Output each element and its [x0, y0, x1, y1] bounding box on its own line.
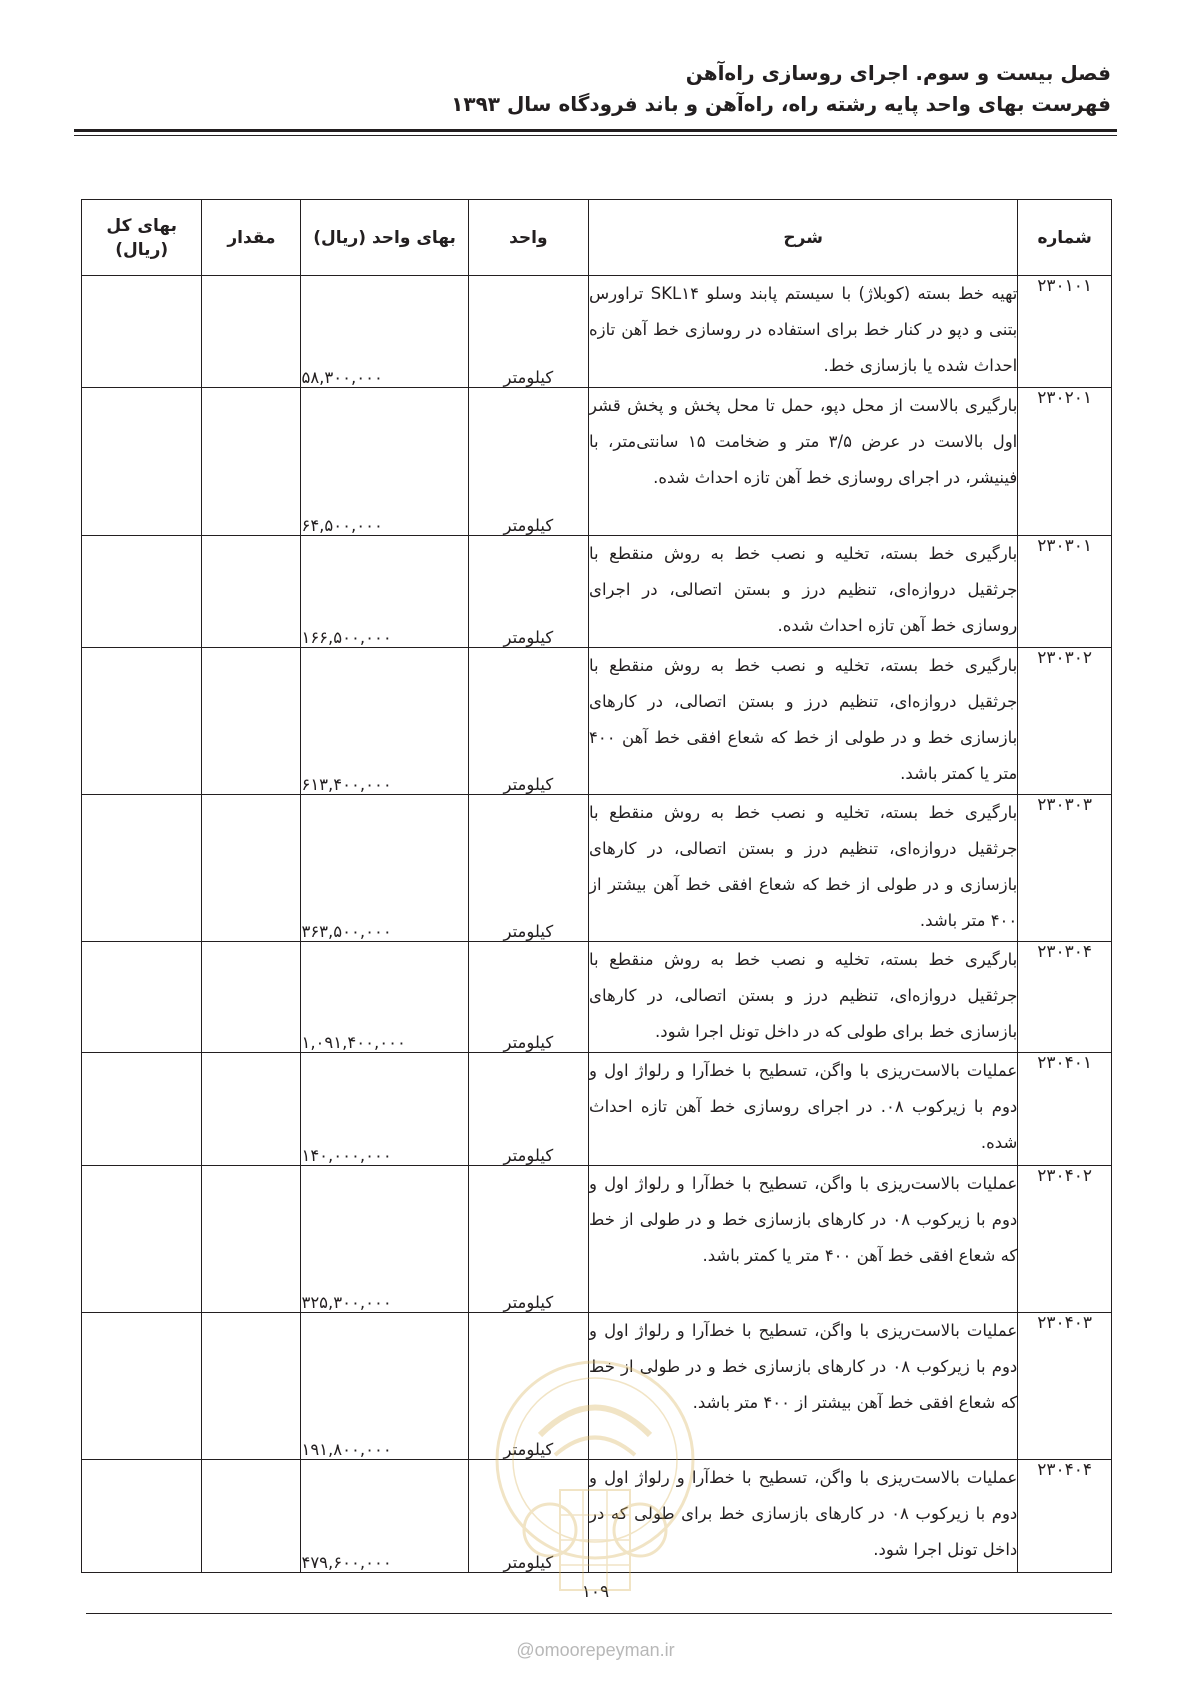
item-total-price: [82, 1053, 202, 1166]
item-total-price: [82, 648, 202, 795]
item-unit: کیلومتر: [468, 536, 588, 648]
item-code: ۲۳۰۳۰۱: [1018, 536, 1112, 648]
item-unit: کیلومتر: [468, 276, 588, 388]
item-code: ۲۳۰۴۰۳: [1018, 1313, 1112, 1460]
column-header-unit: واحد: [468, 200, 588, 276]
column-header-description: شرح: [589, 200, 1018, 276]
table-row: [82, 1313, 1112, 1460]
item-description: بارگیری خط بسته، تخلیه و نصب خط به روش منقطع با جرثقیل دروازه‌ای، تنظیم درز و بستن اتصالی، در کارهای بازسازی خط و در طولی از خط که شعاع افقی خط آهن ۴۰۰ متر یا کمتر باشد.: [589, 648, 1018, 795]
page-header: [80, 58, 1111, 120]
item-unit: کیلومتر: [468, 1053, 588, 1166]
item-description: عملیات بالاست‌ریزی با واگن، تسطیح با خط‌آرا و رلواژ اول و دوم با زیرکوب ۰۸ در کارهای بازسازی خط و در طولی از خط که شعاع افقی خط آهن ۴۰۰ متر یا کمتر باشد.: [589, 1166, 1018, 1313]
item-code: ۲۳۰۴۰۲: [1018, 1166, 1112, 1313]
item-total-price: [82, 1166, 202, 1313]
column-header-quantity: مقدار: [202, 200, 301, 276]
item-code: ۲۳۰۳۰۴: [1018, 942, 1112, 1053]
item-code: ۲۳۰۱۰۱: [1018, 276, 1112, 388]
item-description: بارگیری بالاست از محل دپو، حمل تا محل پخش و پخش قشر اول بالاست در عرض ۳/۵ متر و ضخامت ۱۵ سانتی‌متر، با فینیشر، در اجرای روسازی خط آهن تازه احداث شده.: [589, 388, 1018, 536]
item-total-price: [82, 942, 202, 1053]
item-unit-price: ۳۶۳,۵۰۰,۰۰۰: [301, 795, 468, 942]
item-total-price: [82, 1460, 202, 1573]
item-unit-price: ۱۶۶,۵۰۰,۰۰۰: [301, 536, 468, 648]
item-quantity: [202, 1053, 301, 1166]
table-row: [82, 1053, 1112, 1166]
item-unit-price: ۱۴۰,۰۰۰,۰۰۰: [301, 1053, 468, 1166]
item-description: تهیه خط بسته (کوبلاژ) با سیستم پابند وسلو SKL۱۴ تراورس بتنی و دپو در کنار خط برای استفاده در روسازی خط آهن تازه احداث شده یا بازسازی خط.: [589, 276, 1018, 388]
table-row: [82, 795, 1112, 942]
item-description: بارگیری خط بسته، تخلیه و نصب خط به روش منقطع با جرثقیل دروازه‌ای، تنظیم درز و بستن اتصالی، در کارهای بازسازی خط برای طولی که در داخل تونل اجرا شود.: [589, 942, 1018, 1053]
item-unit: کیلومتر: [468, 1460, 588, 1573]
document-title: فهرست بهای واحد پایه رشته راه، راه‌آهن و باند فرودگاه سال ۱۳۹۳: [451, 92, 1111, 116]
item-unit-price: ۴۷۹,۶۰۰,۰۰۰: [301, 1460, 468, 1573]
item-unit-price: ۶۱۳,۴۰۰,۰۰۰: [301, 648, 468, 795]
item-unit: کیلومتر: [468, 648, 588, 795]
item-total-price: [82, 276, 202, 388]
item-total-price: [82, 1313, 202, 1460]
item-unit-price: ۶۴,۵۰۰,۰۰۰: [301, 388, 468, 536]
column-header-code: شماره: [1018, 200, 1112, 276]
item-quantity: [202, 276, 301, 388]
item-unit: کیلومتر: [468, 795, 588, 942]
column-header-unit-price: بهای واحد (ریال): [301, 200, 468, 276]
item-quantity: [202, 795, 301, 942]
header-rule-thick: [74, 129, 1117, 132]
table-row: [82, 276, 1112, 388]
item-unit-price: ۱۹۱,۸۰۰,۰۰۰: [301, 1313, 468, 1460]
item-quantity: [202, 1313, 301, 1460]
item-quantity: [202, 536, 301, 648]
header-rule-thin: [74, 135, 1117, 136]
price-list-table: [81, 199, 1112, 1573]
item-unit: کیلومتر: [468, 1166, 588, 1313]
item-unit-price: ۱,۰۹۱,۴۰۰,۰۰۰: [301, 942, 468, 1053]
item-description: عملیات بالاست‌ریزی با واگن، تسطیح با خط‌آرا و رلواژ اول و دوم با زیرکوب ۰۸ در کارهای بازسازی خط برای طولی که در داخل تونل اجرا شود.: [589, 1460, 1018, 1573]
item-description: عملیات بالاست‌ریزی با واگن، تسطیح با خط‌آرا و رلواژ اول و دوم با زیرکوب ۰۸. در اجرای روسازی خط آهن تازه احداث شده.: [589, 1053, 1018, 1166]
item-quantity: [202, 942, 301, 1053]
table-row: [82, 942, 1112, 1053]
table-row: [82, 1166, 1112, 1313]
item-quantity: [202, 648, 301, 795]
item-code: ۲۳۰۴۰۴: [1018, 1460, 1112, 1573]
item-total-price: [82, 388, 202, 536]
item-description: عملیات بالاست‌ریزی با واگن، تسطیح با خط‌آرا و رلواژ اول و دوم با زیرکوب ۰۸ در کارهای بازسازی خط و در طولی از خط که شعاع افقی خط آهن بیشتر از ۴۰۰ متر باشد.: [589, 1313, 1018, 1460]
watermark-site-url: @omoorepeyman.ir: [516, 1640, 675, 1660]
table-row: [82, 536, 1112, 648]
table-header-row: [82, 200, 1112, 276]
item-code: ۲۳۰۲۰۱: [1018, 388, 1112, 536]
item-quantity: [202, 1166, 301, 1313]
item-description: بارگیری خط بسته، تخلیه و نصب خط به روش منقطع با جرثقیل دروازه‌ای، تنظیم درز و بستن اتصالی، در کارهای بازسازی و در طولی از خط که شعاع افقی خط آهن بیشتر از ۴۰۰ متر باشد.: [589, 795, 1018, 942]
item-total-price: [82, 795, 202, 942]
table-row: [82, 648, 1112, 795]
footer-rule: [86, 1613, 1112, 1614]
item-quantity: [202, 1460, 301, 1573]
item-description: بارگیری خط بسته، تخلیه و نصب خط به روش منقطع با جرثقیل دروازه‌ای، تنظیم درز و بستن اتصالی، در اجرای روسازی خط آهن تازه احداث شده.: [589, 536, 1018, 648]
item-unit-price: ۵۸,۳۰۰,۰۰۰: [301, 276, 468, 388]
table-row: [82, 1460, 1112, 1573]
item-code: ۲۳۰۴۰۱: [1018, 1053, 1112, 1166]
item-code: ۲۳۰۳۰۳: [1018, 795, 1112, 942]
item-code: ۲۳۰۳۰۲: [1018, 648, 1112, 795]
item-quantity: [202, 388, 301, 536]
column-header-total-price: بهای کل (ریال): [82, 200, 202, 276]
page-number: ۱۰۹: [581, 1582, 610, 1602]
item-unit: کیلومتر: [468, 1313, 588, 1460]
chapter-title: فصل بیست و سوم. اجرای روسازی راه‌آهن: [685, 61, 1111, 85]
item-unit-price: ۳۲۵,۳۰۰,۰۰۰: [301, 1166, 468, 1313]
item-total-price: [82, 536, 202, 648]
table-row: [82, 388, 1112, 536]
item-unit: کیلومتر: [468, 388, 588, 536]
item-unit: کیلومتر: [468, 942, 588, 1053]
